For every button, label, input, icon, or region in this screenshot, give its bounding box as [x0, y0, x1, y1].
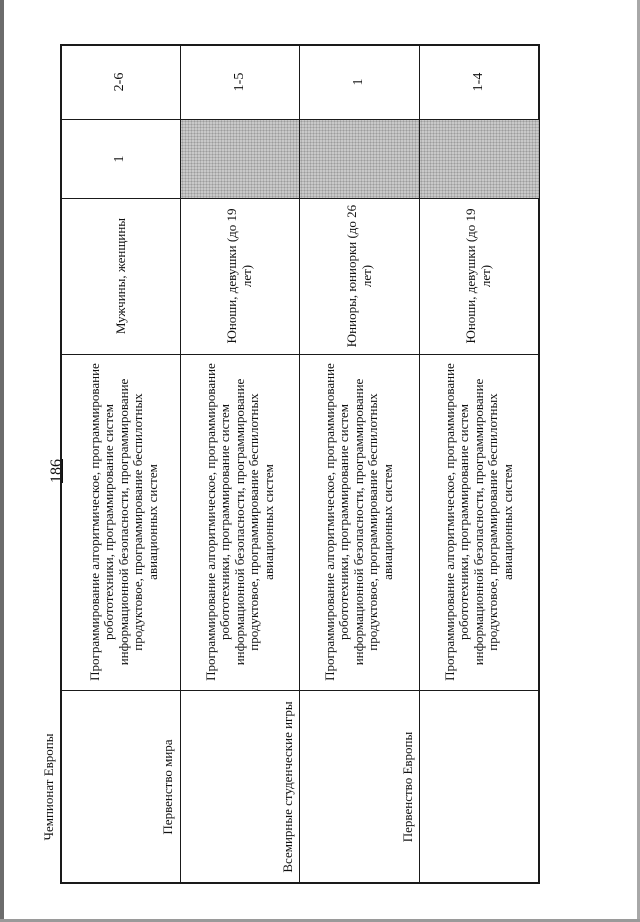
row-4-event: Первенство Европы — [399, 731, 415, 843]
row-3-disciplines: Программирование алгоритмическое, программирование робототехники, программирование систем информационной безопасности, программирование продуктовое, программирование беспилотных авиационных систем — [321, 363, 395, 681]
shaded-cell-3 — [300, 120, 419, 198]
row-1-mark: 1 — [112, 155, 128, 163]
row-3-event: Всемирные студенческие игры — [279, 701, 295, 873]
row-4-group: Юноши, девушки (до 19 лет) — [463, 208, 493, 344]
row-4-places: 1-4 — [471, 72, 487, 92]
row-1-event: Чемпионат Европы — [40, 733, 56, 841]
row-1-disciplines: Программирование алгоритмическое, программирование робототехники, программирование систем информационной безопасности, программирование продуктовое, программирование беспилотных авиационных систем — [86, 363, 160, 681]
row-2-group: Юноши, девушки (до 19 лет) — [224, 208, 254, 344]
shaded-cell-4 — [420, 120, 539, 198]
page-number: 186 — [48, 459, 65, 483]
row-3-places: 1 — [351, 78, 367, 86]
row-4-disciplines: Программирование алгоритмическое, программирование робототехники, программирование систем информационной безопасности, программирование продуктовое, программирование беспилотных авиационных систем — [441, 363, 515, 681]
column-divider-group — [60, 354, 540, 355]
row-2-places: 1-5 — [232, 72, 248, 92]
row-1-group: Мужчины, женщины — [112, 217, 128, 335]
row-2-disciplines: Программирование алгоритмическое, программирование робототехники, программирование систем информационной безопасности, программирование продуктовое, программирование беспилотных авиационных систем — [202, 363, 276, 681]
row-2-event: Первенство мира — [159, 739, 175, 835]
row-1-places: 2-6 — [112, 72, 128, 92]
row-3-group: Юниоры, юниорки (до 26 лет) — [344, 204, 374, 348]
shaded-cell-2 — [181, 120, 299, 198]
